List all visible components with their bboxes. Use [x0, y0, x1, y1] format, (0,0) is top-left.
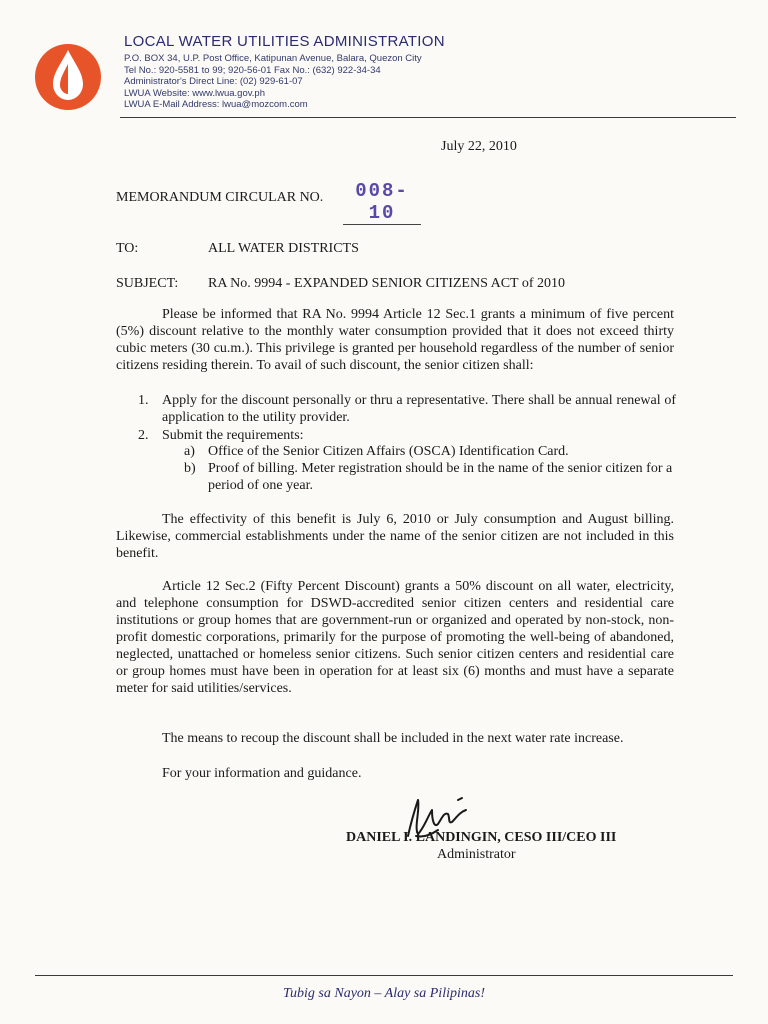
footer-divider	[35, 975, 733, 976]
letterhead	[124, 33, 445, 111]
to-value: ALL WATER DISTRICTS	[208, 241, 359, 256]
lwua-logo-icon	[31, 40, 105, 110]
org-address: P.O. BOX 34, U.P. Post Office, Katipunan Avenue, Balara, Quezon City	[124, 53, 422, 64]
memo-number: 008-10	[343, 180, 421, 225]
to-label: TO:	[116, 241, 139, 256]
signatory-name: DANIEL I. LANDINGIN, CESO III/CEO III	[346, 830, 617, 845]
signatory-title: Administrator	[437, 847, 516, 862]
paragraph-3: Article 12 Sec.2 (Fifty Percent Discount) grants a 50% discount on all water, electricity, and telephone consumption for DSWD-accredited senior citizen centers and residential care institutions or group homes that are government-run or organized and operated by non-stock, non-profit domestic corporations, primarily for the purpose of promoting the well-being of abandoned, neglected, unattached or homeless senior citizens. Such senior citizen centers and residential care or group homes must have been in operation for at least six (6) months and must have a separate meter for said utilities/services.	[116, 579, 674, 696]
paragraph-1: Please be informed that RA No. 9994 Article 12 Sec.1 grants a minimum of five percent (5%) discount relative to the monthly water consumption provided that it does not exceed thirty cubic meters (30 cu.m.). This privilege is granted per household regardless of the number of senior citizens residing therein. To avail of such discount, the senior citizen shall:	[116, 307, 674, 373]
paragraph-2: The effectivity of this benefit is July 6, 2010 or July consumption and August billing. Likewise, commercial establishments under the name of the senior citizen are not included in this benefit.	[116, 512, 674, 561]
memorandum-page: LOCAL WATER UTILITIES ADMINISTRATION P.O. BOX 34, U.P. Post Office, Katipunan Avenue, Balara, Quezon City Tel No.: 920-5581 to 99; 920-56-01 Fax No.: (632) 922-34-34 Administrator's Direct Line: (02) 929-61-07 LWUA Website: www.lwua.gov.ph LWUA E-Mail Address: lwua@mozcom.com July 22, 2010 MEMORANDUM CIRCULAR NO. 008-10 TO: ALL WATER DISTRICTS SUBJECT: RA No. 9994 - EXPANDED SENIOR CITIZENS ACT of 2010 Please be informed that RA No. 9994 Article 12 Sec.1 grants a minimum of five percent (5%) discount relative to the monthly water consumption provided that it does not exceed thirty cubic meters (30 cu.m.). This privilege is granted per household regardless of the number of senior citizens residing therein. To avail of such discount, the senior citizen shall: 1. Apply for the discount personally or thru a representative. There shall be annual renewal of application to the utility provider. 2. Submit the requirements: a) Office of the Senior Citizen Affairs (OSCA) Identification Card. b) Proof of billing. Meter registration should be in the name of the senior citizen for a period of one year. The effectivity of this benefit is July 6, 2010 or July consumption and August billing. Likewise, commercial establishments under the name of the senior citizen are not included in this benefit. Article 12 Sec.2 (Fifty Percent Discount) grants a 50% discount on all water, electricity, and telephone consumption for DSWD-accredited senior citizen centers and residential care institutions or group homes that are government-run or organized and operated by non-stock, non-profit domestic corporations, primarily for the purpose of promoting the well-being of abandoned, neglected, unattached or homeless senior citizens. Such senior citizen centers and residential care or group homes must have been in operation for at least six (6) months and must have a separate meter for said utilities/services. The means to recoup the discount shall be included in the next water rate increase. For your information and guidance. DANIEL I. LANDINGIN, CESO III/CEO III Administrator Tubig sa Nayon – Alay sa Pilipinas!	[0, 0, 768, 1024]
org-email[interactable]: LWUA E-Mail Address: lwua@mozcom.com	[124, 99, 308, 110]
subject-label: SUBJECT:	[116, 276, 179, 291]
footer-slogan: Tubig sa Nayon – Alay sa Pilipinas!	[283, 986, 485, 1001]
org-name: LOCAL WATER UTILITIES ADMINISTRATION	[124, 33, 445, 50]
letterhead-divider	[120, 117, 736, 118]
memo-date: July 22, 2010	[441, 139, 517, 154]
subject-value: RA No. 9994 - EXPANDED SENIOR CITIZENS ACT of 2010	[208, 276, 566, 291]
paragraph-4: The means to recoup the discount shall be included in the next water rate increase.	[162, 731, 624, 746]
memo-label: MEMORANDUM CIRCULAR NO.	[116, 190, 324, 205]
org-admin-line: Administrator's Direct Line: (02) 929-61-07	[124, 76, 303, 87]
org-tel: Tel No.: 920-5581 to 99; 920-56-01 Fax No.: (632) 922-34-34	[124, 64, 381, 76]
org-website[interactable]: LWUA Website: www.lwua.gov.ph	[124, 87, 265, 99]
paragraph-5: For your information and guidance.	[162, 766, 362, 781]
